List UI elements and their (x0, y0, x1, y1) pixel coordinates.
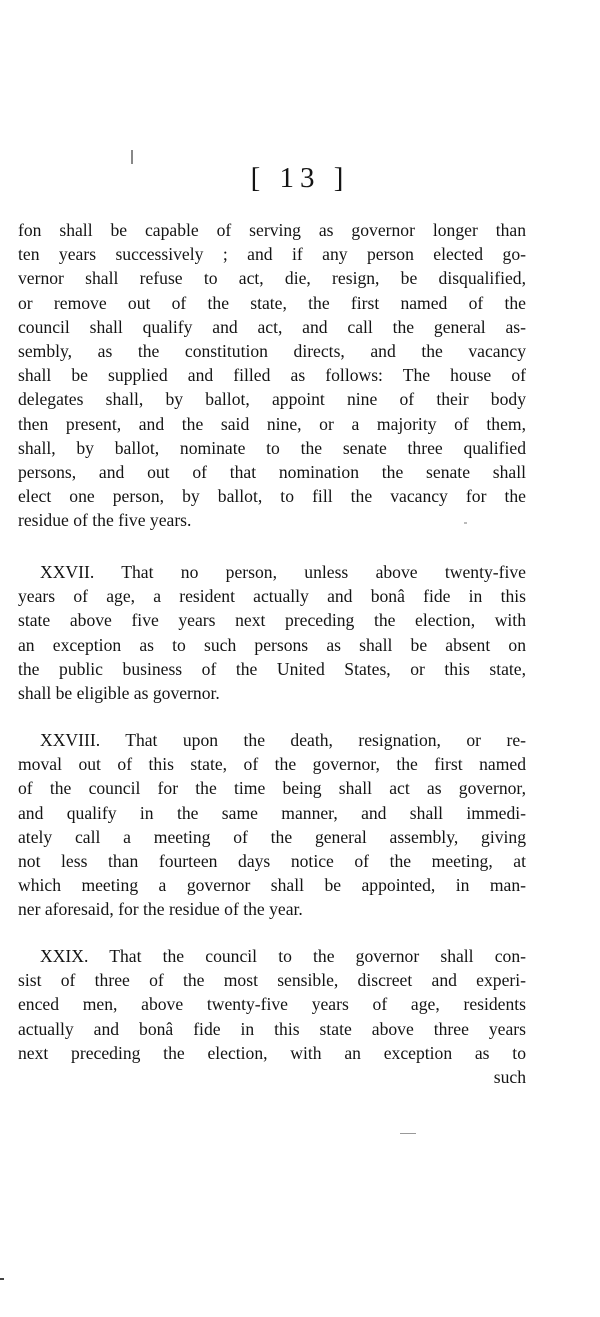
text-line: actually and bonâ fide in this state above three years (18, 1018, 526, 1039)
text-line: an exception as to such persons as shall be absent on (18, 634, 526, 655)
paragraph-continuation (18, 218, 526, 533)
text-line: elect one person, by ballot, to fill the vacancy for the (18, 486, 526, 507)
text-line: the public business of the United States, or this state, (18, 658, 526, 679)
print-speck (400, 1133, 416, 1134)
text-line: fon shall be capable of serving as governor longer than (18, 220, 526, 240)
text-line: shall be supplied and filled as follows: The house of (18, 365, 526, 386)
text-line: residue of the five years. (18, 510, 192, 531)
text-line: vernor shall refuse to act, die, resign, be disqualified, (18, 268, 526, 289)
text-line: persons, and out of that nomination the senate shall (18, 462, 526, 483)
text-line: sist of three of the most sensible, discreet and experi- (18, 970, 526, 991)
text-line: of the council for the time being shall act as governor, (18, 778, 526, 799)
text-line: ately call a meeting of the general assembly, giving (18, 826, 526, 847)
article-xxviii (18, 728, 526, 922)
text-line: XXVIII. That upon the death, resignation, or re- (40, 730, 526, 750)
text-line: XXVII. That no person, unless above twenty-five (40, 562, 526, 582)
text-line: or remove out of the state, the first named of the (18, 292, 526, 313)
article-xxvii (18, 560, 526, 705)
text-line: then present, and the said nine, or a majority of them, (18, 413, 526, 434)
catchword: such (493, 1067, 526, 1088)
article-xxix (18, 944, 526, 1089)
text-line: sembly, as the constitution directs, and the vacancy (18, 341, 526, 362)
text-line: ten years successively ; and if any person elected go- (18, 244, 526, 265)
text-line: moval out of this state, of the governor, the first named (18, 754, 526, 775)
text-line: years of age, a resident actually and bonâ fide in this (18, 586, 526, 607)
text-line: enced men, above twenty-five years of age, residents (18, 994, 526, 1015)
text-line: shall be eligible as governor. (18, 683, 220, 704)
text-line: not less than fourteen days notice of the meeting, at (18, 851, 526, 872)
print-speck (464, 522, 467, 524)
print-speck (0, 1278, 4, 1280)
text-line: delegates shall, by ballot, appoint nine of their body (18, 389, 526, 410)
text-line: and qualify in the same manner, and shall immedi- (18, 802, 526, 823)
text-line: state above five years next preceding the election, with (18, 610, 526, 631)
text-line: ner aforesaid, for the residue of the year. (18, 899, 303, 920)
text-line: XXIX. That the council to the governor shall con- (40, 946, 526, 966)
text-line: next preceding the election, with an exception as to (18, 1042, 526, 1063)
text-line: which meeting a governor shall be appointed, in man- (18, 875, 526, 896)
text-line: shall, by ballot, nominate to the senate three qualified (18, 437, 526, 458)
page-number: [ 13 ] (250, 162, 350, 194)
text-line: council shall qualify and act, and call the general as- (18, 316, 526, 337)
